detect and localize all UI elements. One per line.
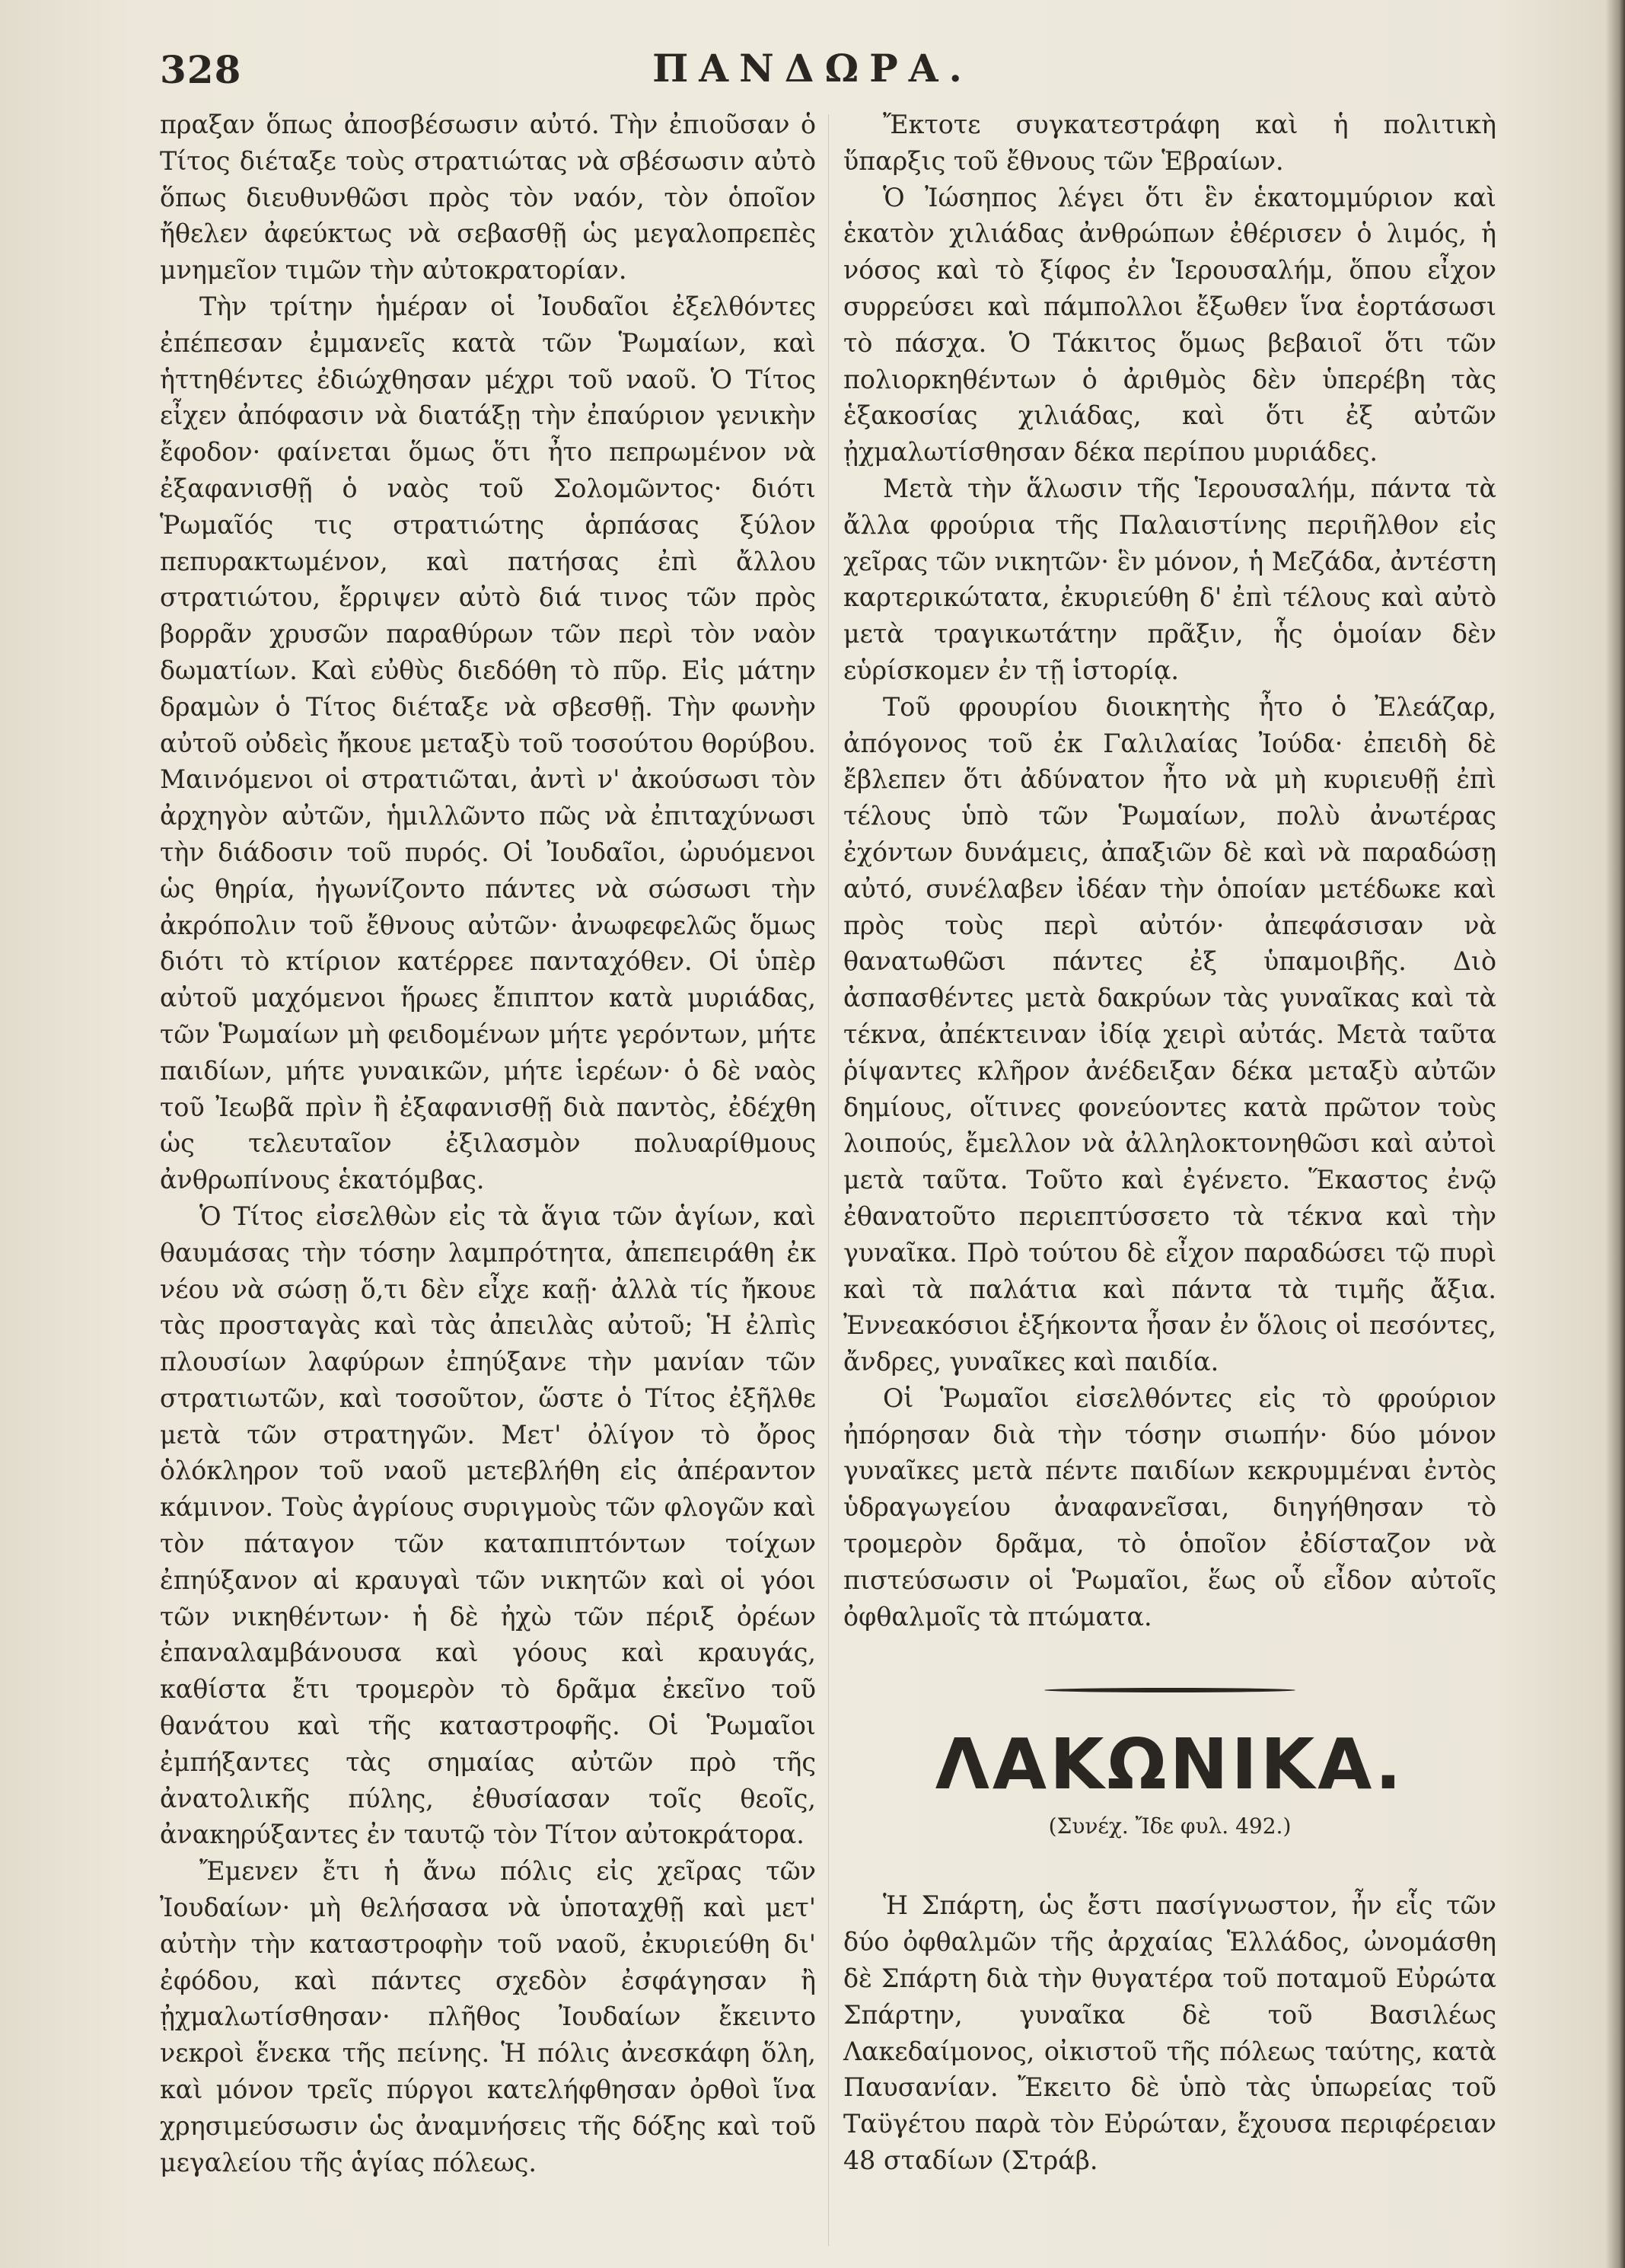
left-column bbox=[160, 107, 816, 2180]
section-divider-rule bbox=[1044, 1688, 1295, 1692]
section-note: (Συνέχ. Ἴδε φυλ. 492.) bbox=[1048, 1813, 1292, 1839]
left-paragraph-3: Ὁ Τίτος εἰσελθὼν εἰς τὰ ἅγια τῶν ἁγίων, καὶ θαυμάσας τὴν τόσην λαμπρότητα, ἀπεπειράθη ἐκ νέου νὰ σώσῃ ὅ,τι δὲν εἶχε καῇ· ἀλλὰ τίς ἤκουε τὰς προσταγὰς καὶ τὰς ἀπειλὰς αὐτοῦ; Ἡ ἐλπὶς πλουσίων λαφύρων ἐπηύξανε τὴν μανίαν τῶν στρατιωτῶν, καὶ τοσοῦτον, ὥστε ὁ Τίτος ἐξῆλθε μετὰ τῶν στρατηγῶν. Μετ' ὀλίγον τὸ ὄρος ὁλόκληρον τοῦ ναοῦ μετεβλήθη εἰς ἀπέραντον κάμινον. Τοὺς ἀγρίους συριγμοὺς τῶν φλογῶν καὶ τὸν πάταγον τῶν καταπιπτόντων τοίχων ἐπηύξανον αἱ κραυγαὶ τῶν νικητῶν καὶ οἱ γόοι τῶν νικηθέντων· ἡ δὲ ἠχὼ τῶν πέριξ ὀρέων ἐπαναλαμβάνουσα καὶ γόους καὶ κραυγάς, καθίστα ἔτι τρομερὸν τὸ δρᾶμα ἐκεῖνο τοῦ θανάτου καὶ τῆς καταστροφῆς. Οἱ Ῥωμαῖοι ἐμπήξαντες τὰς σημαίας αὐτῶν πρὸ τῆς ἀνατολικῆς πύλης, ἐθυσίασαν τοῖς θεοῖς, ἀνακηρύξαντες ἐν ταυτῷ τὸν Τίτον αὐτοκράτορα. bbox=[160, 1201, 816, 1850]
left-paragraph-2: Τὴν τρίτην ἡμέραν οἱ Ἰουδαῖοι ἐξελθόντες ἐπέπεσαν ἐμμανεῖς κατὰ τῶν Ῥωμαίων, καὶ ἡττηθέντες ἐδιώχθησαν μέχρι τοῦ ναοῦ. Ὁ Τίτος εἶχεν ἀπόφασιν νὰ διατάξῃ τὴν ἐπαύριον γενικὴν ἔφοδον· φαίνεται ὅμως ὅτι ἦτο πεπρωμένον νὰ ἐξαφανισθῇ ὁ ναὸς τοῦ Σολομῶντος· διότι Ῥωμαῖός τις στρατιώτης ἁρπάσας ξύλον πεπυρακτωμένον, καὶ πατήσας ἐπὶ ἄλλου στρατιώτου, ἔρριψεν αὐτὸ διά τινος τῶν πρὸς βορρᾶν χρυσῶν παραθύρων τῶν περὶ τὸν ναὸν δωματίων. Καὶ εὐθὺς διεδόθη τὸ πῦρ. Εἰς μάτην δραμὼν ὁ Τίτος διέταξε νὰ σβεσθῇ. Τὴν φωνὴν αὐτοῦ οὐδεὶς ἤκουε μεταξὺ τοῦ τοσούτου θορύβου. Μαινόμενοι οἱ στρατιῶται, ἀντὶ ν' ἀκούσωσι τὸν ἀρχηγὸν αὐτῶν, ἡμιλλῶντο πῶς νὰ ἐπιταχύνωσι τὴν διάδοσιν τοῦ πυρός. Οἱ Ἰουδαῖοι, ὠρυόμενοι ὡς θηρία, ἠγωνίζοντο πάντες νὰ σώσωσι τὴν ἀκρόπολιν τοῦ ἔθνους αὐτῶν· ἀνωφεφελῶς ὅμως διότι τὸ κτίριον κατέρρεε πανταχόθεν. Οἱ ὑπὲρ αὐτοῦ μαχόμενοι ἥρωες ἔπιπτον κατὰ μυριάδας, τῶν Ῥωμαίων μὴ φειδομένων μήτε γερόντων, μήτε παιδίων, μήτε γυναικῶν, μήτε ἱερέων· ὁ δὲ ναὸς τοῦ Ἰεωβᾶ πρὶν ἢ ἐξαφανισθῇ διὰ παντὸς, ἐδέχθη ὡς τελευταῖον ἐξιλασμὸν πολυαρίθμους ἀνθρωπίνους ἑκατόμβας. bbox=[160, 291, 816, 1195]
section-title: ΛΑΚΩΝΙΚΑ. bbox=[935, 1724, 1405, 1806]
right-paragraph-2: Ὁ Ἰώσηπος λέγει ὅτι ἓν ἑκατομμύριον καὶ ἑκατὸν χιλιάδας ἀνθρώπων ἐθέρισεν ὁ λιμός, ἡ νόσος καὶ τὸ ξίφος ἐν Ἱερουσαλήμ, ὅπου εἶχον συρρεύσει καὶ πάμπολλοι ἔξωθεν ἵνα ἑορτάσωσι τὸ πάσχα. Ὁ Τάκιτος ὅμως βεβαιοῖ ὅτι τῶν πολιορκηθέντων ὁ ἀριθμὸς δὲν ὑπερέβη τὰς ἑξακοσίας χιλιάδας, καὶ ὅτι ἐξ αὐτῶν ᾐχμαλωτίσθησαν δέκα περίπου μυριάδες. bbox=[843, 182, 1496, 467]
page-spine-shadow bbox=[1605, 0, 1625, 2268]
left-paragraph-4: Ἔμενεν ἔτι ἡ ἄνω πόλις εἰς χεῖρας τῶν Ἰουδαίων· μὴ θελήσασα νὰ ὑποταχθῇ καὶ μετ' αὐτὴν τὴν καταστροφὴν τοῦ ναοῦ, ἐκυριεύθη δι' ἐφόδου, καὶ πάντες σχεδὸν ἐσφάγησαν ἢ ᾐχμαλωτίσθησαν· πλῆθος Ἰουδαίων ἔκειντο νεκροὶ ἕνεκα τῆς πείνης. Ἡ πόλις ἀνεσκάφη ὅλη, καὶ μόνον τρεῖς πύργοι κατελήφθησαν ὀρθοὶ ἵνα χρησιμεύσωσιν ὡς ἀναμνήσεις τῆς δόξης καὶ τοῦ μεγαλείου τῆς ἁγίας πόλεως. bbox=[160, 1856, 816, 2177]
section-paragraph-1: Ἡ Σπάρτη, ὡς ἔστι πασίγνωστον, ἦν εἷς τῶν δύο ὀφθαλμῶν τῆς ἀρχαίας Ἑλλάδος, ὠνομάσθη δὲ Σπάρτη διὰ τὴν θυγατέρα τοῦ ποταμοῦ Εὐρώτα Σπάρτην, γυναῖκα δὲ τοῦ Βασιλέως Λακεδαίμονος, οἰκιστοῦ τῆς πόλεως ταύτης, κατὰ Παυσανίαν. Ἔκειτο δὲ ὑπὸ τὰς ὑπωρείας τοῦ Ταϋγέτου παρὰ τὸν Εὐρώταν, ἔχουσα περιφέρειαν 48 σταδίων (Στράβ. bbox=[843, 1890, 1496, 2176]
right-paragraph-4: Τοῦ φρουρίου διοικητὴς ἦτο ὁ Ἐλεάζαρ, ἀπόγονος τοῦ ἐκ Γαλιλαίας Ἰούδα· ἐπειδὴ δὲ ἔβλεπεν ὅτι ἀδύνατον ἦτο νὰ μὴ κυριευθῇ ἐπὶ τέλους ὑπὸ τῶν Ῥωμαίων, πολὺ ἀνωτέρας ἐχόντων δυνάμεις, ἀπαξιῶν δὲ καὶ νὰ παραδώσῃ αὐτό, συνέλαβεν ἰδέαν τὴν ὁποίαν μετέδωκε καὶ πρὸς τοὺς περὶ αὐτόν· ἀπεφάσισαν νὰ θανατωθῶσι πάντες ἐξ ὑπαμοιβῆς. Διὸ ἀσπασθέντες μετὰ δακρύων τὰς γυναῖκας καὶ τὰ τέκνα, ἀπέκτειναν ἰδίᾳ χειρὶ αὐτάς. Μετὰ ταῦτα ῥίψαντες κλῆρον ἀνέδειξαν δέκα μεταξὺ αὐτῶν δημίους, οἵτινες φονεύοντες κατὰ πρῶτον τοὺς λοιπούς, ἔμελλον νὰ ἀλληλοκτονηθῶσι καὶ αὐτοὶ μετὰ ταῦτα. Τοῦτο καὶ ἐγένετο. Ἕκαστος ἐνῷ ἐθανατοῦτο περιεπτύσσετο τὰ τέκνα καὶ τὴν γυναῖκα. Πρὸ τούτου δὲ εἶχον παραδώσει τῷ πυρὶ καὶ τὰ παλάτια καὶ πάντα τὰ τιμῆς ἄξια. Ἐννεακόσιοι ἑξήκοντα ἦσαν ἐν ὅλοις οἱ πεσόντες, ἄνδρες, γυναῖκες καὶ παιδία. bbox=[843, 691, 1496, 1377]
column-divider bbox=[828, 114, 829, 2246]
right-column bbox=[843, 107, 1496, 2179]
right-paragraph-3: Μετὰ τὴν ἅλωσιν τῆς Ἱερουσαλήμ, πάντα τὰ ἄλλα φρούρια τῆς Παλαιστίνης περιῆλθον εἰς χεῖρας τῶν νικητῶν· ἓν μόνον, ἡ Μεζάδα, ἀντέστη καρτερικώτατα, ἐκυριεύθη δ' ἐπὶ τέλους καὶ αὐτὸ μετὰ τραγικωτάτην πρᾶξιν, ἧς ὁμοίαν δὲν εὑρίσκομεν ἐν τῇ ἱστορίᾳ. bbox=[843, 473, 1496, 685]
running-title: ΠΑΝΔΩΡΑ. bbox=[652, 46, 973, 91]
right-paragraph-5: Οἱ Ῥωμαῖοι εἰσελθόντες εἰς τὸ φρούριον ἠπόρησαν διὰ τὴν τόσην σιωπήν· δύο μόνον γυναῖκες μετὰ πέντε παιδίων κεκρυμμέναι ἐντὸς ὑδραγωγείου ἀναφανεῖσαι, διηγήθησαν τὸ τρομερὸν δρᾶμα, τὸ ὁποῖον ἐδίσταζον νὰ πιστεύσωσιν οἱ Ῥωμαῖοι, ἕως οὗ εἶδον αὐτοῖς ὀφθαλμοῖς τὰ πτώματα. bbox=[843, 1383, 1496, 1632]
right-paragraph-1: Ἔκτοτε συγκατεστράφη καὶ ἡ πολιτικὴ ὕπαρξις τοῦ ἔθνους τῶν Ἑβραίων. bbox=[843, 110, 1496, 176]
left-paragraph-1: πραξαν ὅπως ἀποσβέσωσιν αὐτό. Τὴν ἐπιοῦσαν ὁ Τίτος διέταξε τοὺς στρατιώτας νὰ σβέσωσιν αὐτὸ ὅπως διευθυνθῶσι πρὸς τὸν ναόν, τὸν ὁποῖον ἤθελεν ἀφεύκτως νὰ σεβασθῇ ὡς μεγαλοπρεπὲς μνημεῖον τιμῶν τὴν αὐτοκρατορίαν. bbox=[160, 110, 816, 285]
page-number: 328 bbox=[160, 47, 242, 92]
